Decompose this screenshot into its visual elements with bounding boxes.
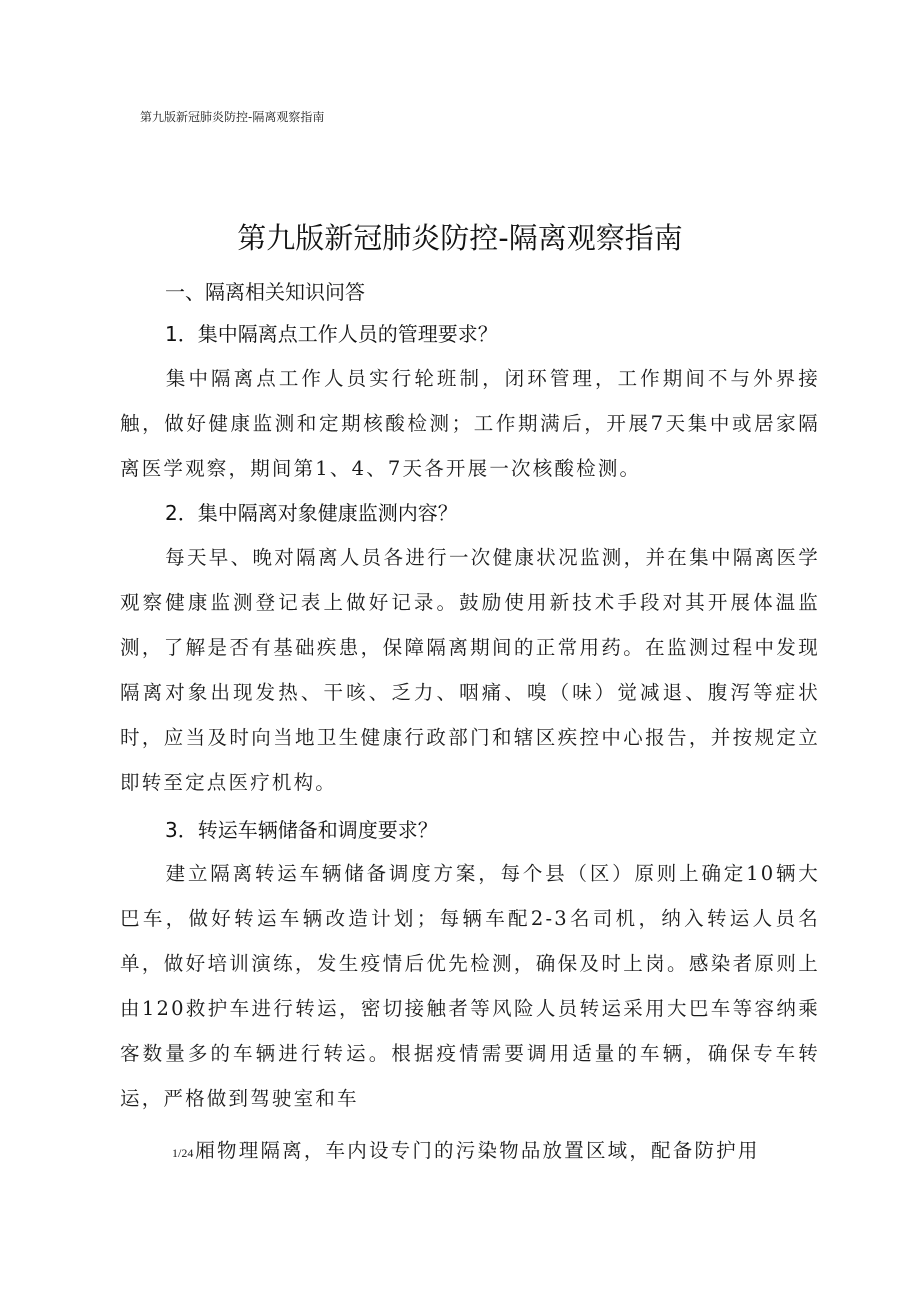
question-heading-1: 1．集中隔离点工作人员的管理要求？ xyxy=(165,322,498,346)
answer-paragraph-1 xyxy=(120,356,820,491)
answer-text-1: 集中隔离点工作人员实行轮班制，闭环管理，工作期间不与外界接触，做好健康监测和定期核酸检测；工作期满后，开展7天集中或居家隔离医学观察，期间第1、4、7天各开展一次核酸检测。 xyxy=(120,367,820,480)
question-heading-2: 2．集中隔离对象健康监测内容？ xyxy=(165,501,458,525)
running-header: 第九版新冠肺炎防控-隔离观察指南 xyxy=(140,110,325,124)
question-heading-3: 3．转运车辆储备和调度要求？ xyxy=(165,818,438,842)
answer-paragraph-2 xyxy=(120,535,820,805)
answer-text-3: 建立隔离转运车辆储备调度方案，每个县（区）原则上确定10辆大巴车，做好转运车辆改造计划；每辆车配2-3名司机，纳入转运人员名单，做好培训演练，发生疫情后优先检测，确保及时上岗。感染者原则上由120救护车进行转运，密切接触者等风险人员转运采用大巴车等容纳乘客数量多的车辆进行转运。根据疫情需要调用适量的车辆，确保专车转运，严格做到驾驶室和车 xyxy=(120,862,820,1110)
section-heading: 一、隔离相关知识问答 xyxy=(165,280,365,304)
answer-paragraph-3 xyxy=(120,851,820,1121)
answer-text-2: 每天早、晚对隔离人员各进行一次健康状况监测，并在集中隔离医学观察健康监测登记表上做好记录。鼓励使用新技术手段对其开展体温监测，了解是否有基础疾患，保障隔离期间的正常用药。在监测过程中发现隔离对象出现发热、干咳、乏力、咽痛、嗅（味）觉减退、腹泻等症状时，应当及时向当地卫生健康行政部门和辖区疾控中心报告，并按规定立即转至定点医疗机构。 xyxy=(120,546,820,794)
document-title: 第九版新冠肺炎防控-隔离观察指南 xyxy=(237,221,683,255)
continuation-line xyxy=(172,1128,760,1176)
page-number: 1/24 xyxy=(172,1146,194,1160)
continuation-text: 厢物理隔离，车内设专门的污染物品放置区域，配备防护用 xyxy=(195,1139,760,1162)
